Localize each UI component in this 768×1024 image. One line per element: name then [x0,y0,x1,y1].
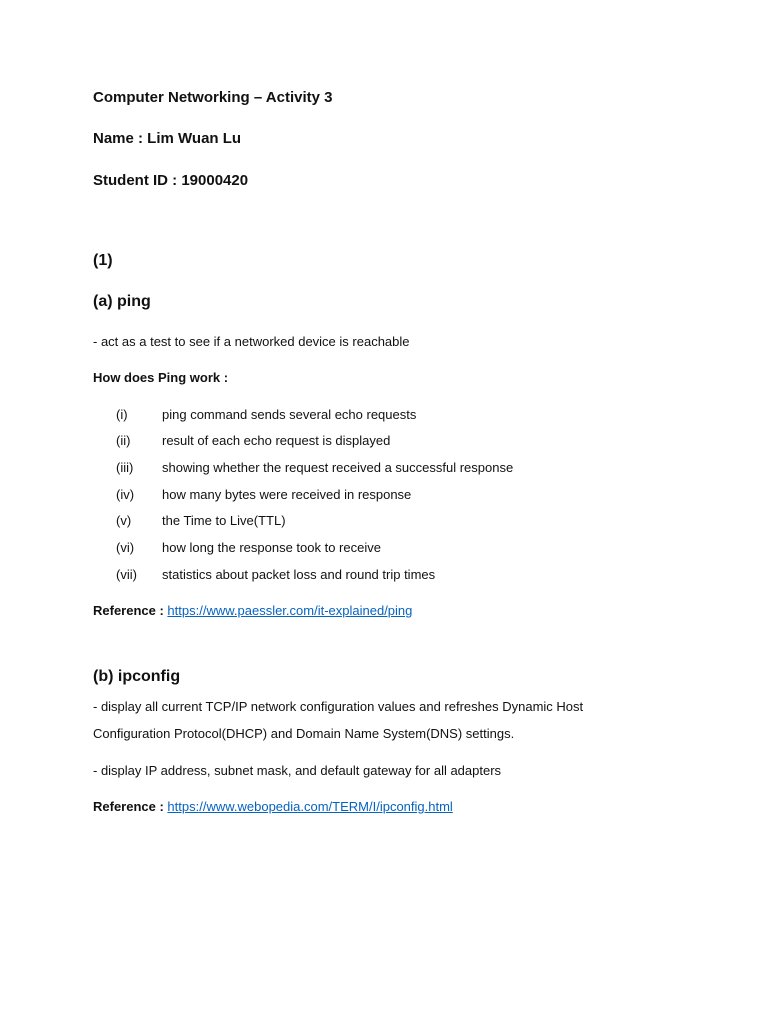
ipconfig-description-2: - display IP address, subnet mask, and default gateway for all adapters [93,763,502,778]
student-id: Student ID : 19000420 [93,172,249,189]
list-item [116,459,513,477]
student-name: Name : Lim Wuan Lu [93,130,242,147]
list-item [116,406,416,424]
list-item-number: (iii) [116,460,134,475]
document-title: Computer Networking – Activity 3 [93,89,333,106]
list-item-text: showing whether the request received a successful response [162,460,514,475]
list-item-text: statistics about packet loss and round trip times [162,567,436,582]
list-item-number: (i) [116,407,128,422]
ping-reference [93,602,412,620]
list-item-text: how many bytes were received in response [162,487,412,502]
list-item [116,432,390,450]
ipconfig-description-line1: - display all current TCP/IP network configuration values and refreshes Dynamic Host [93,699,584,714]
ping-reference-link[interactable]: https://www.paessler.com/it-explained/ping [167,603,413,618]
ipconfig-reference [93,798,453,816]
list-item-number: (vi) [116,540,135,555]
ipconfig-description-line2: Configuration Protocol(DHCP) and Domain Name System(DNS) settings. [93,726,515,741]
list-item-number: (ii) [116,433,131,448]
list-item-text: the Time to Live(TTL) [162,513,286,528]
list-item [116,486,411,504]
list-item [116,566,435,584]
list-item [116,539,381,557]
section-a-heading: (a) ping [93,293,151,310]
list-item-text: how long the response took to receive [162,540,381,555]
how-ping-works-heading: How does Ping work : [93,370,229,385]
list-item-number: (iv) [116,487,135,502]
list-item-number: (vii) [116,567,137,582]
section-number: (1) [93,252,113,269]
reference-label: Reference : [93,799,168,814]
ipconfig-reference-link[interactable]: https://www.webopedia.com/TERM/I/ipconfig.html [167,799,453,814]
ping-description: - act as a test to see if a networked device is reachable [93,334,410,349]
section-b-heading: (b) ipconfig [93,668,181,685]
reference-label: Reference : [93,603,168,618]
list-item-text: ping command sends several echo requests [162,407,417,422]
list-item-text: result of each echo request is displayed [162,433,391,448]
list-item-number: (v) [116,513,132,528]
list-item [116,512,286,530]
